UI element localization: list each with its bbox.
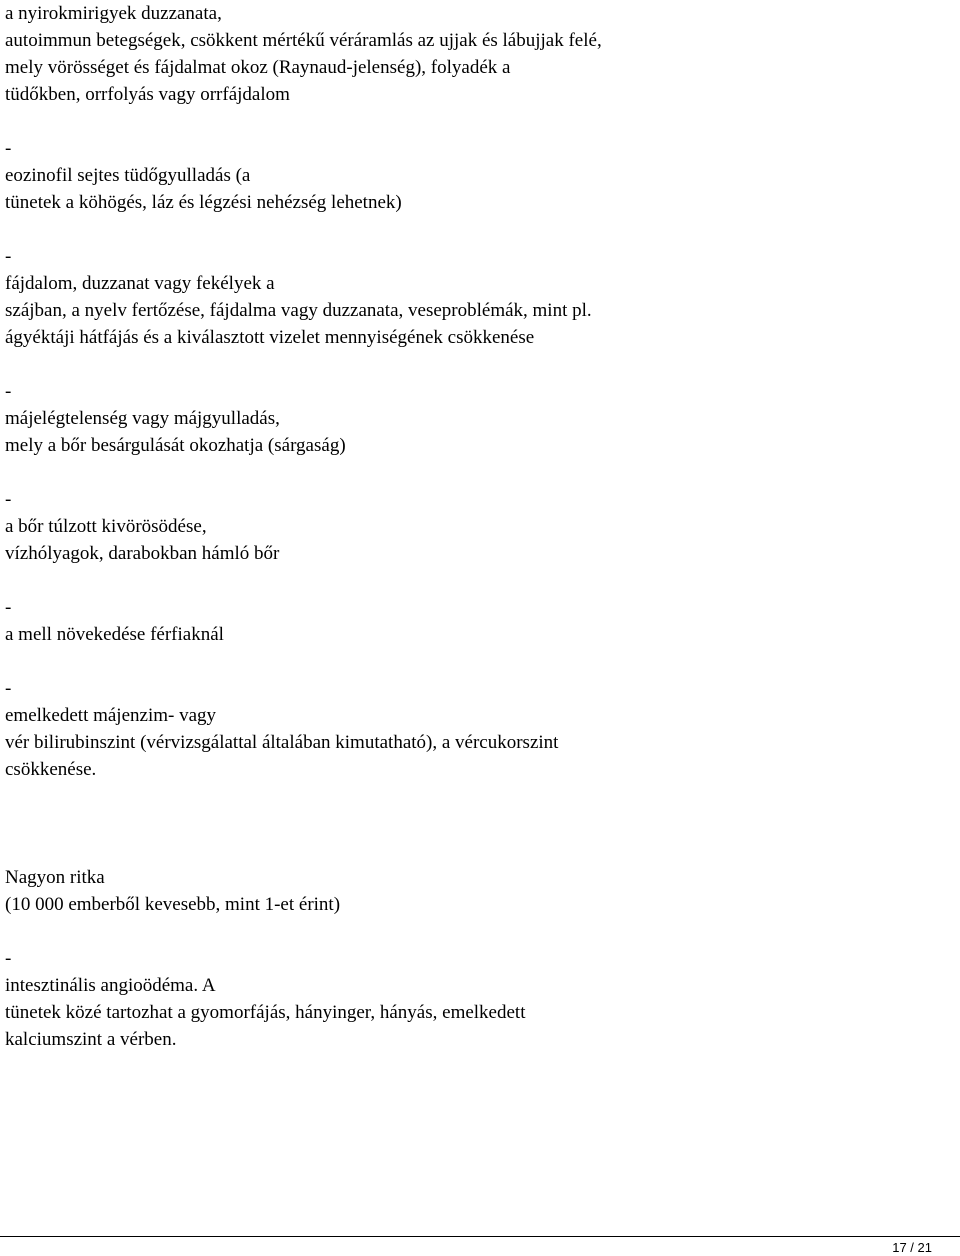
page-number: 17 / 21 [892, 1240, 932, 1255]
text-line: fájdalom, duzzanat vagy fekélyek a [5, 273, 275, 294]
frequency-description: (10 000 emberből kevesebb, mint 1-et érint) [5, 894, 341, 915]
text-line: ágyéktáji hátfájás és a kiválasztott vizelet mennyiségének csökkenése [5, 327, 535, 348]
list-item-liver-enzymes [5, 675, 945, 783]
list-item-skin-reddening [5, 486, 945, 567]
text-line: vér bilirubinszint (vérvizsgálattal általában kimutatható), a vércukorszint [5, 732, 559, 753]
frequency-heading-very-rare [5, 864, 945, 918]
text-line: tünetek a köhögés, láz és légzési nehézség lehetnek) [5, 192, 402, 213]
text-line: csökkenése. [5, 759, 97, 780]
document-body [5, 0, 945, 1053]
text-line: szájban, a nyelv fertőzése, fájdalma vagy duzzanata, veseproblémák, mint pl. [5, 300, 592, 321]
frequency-heading: Nagyon ritka [5, 867, 105, 888]
list-dash-marker: - [5, 678, 12, 699]
text-line: a nyirokmirigyek duzzanata, [5, 3, 222, 24]
text-line: eozinofil sejtes tüdőgyulladás (a [5, 165, 251, 186]
list-item-eosinophil-pneumonia [5, 135, 945, 216]
block-spacer [5, 216, 945, 243]
text-line: kalciumszint a vérben. [5, 1029, 177, 1050]
section-spacer [5, 783, 945, 864]
block-spacer [5, 351, 945, 378]
list-dash-marker: - [5, 138, 12, 159]
block-spacer [5, 108, 945, 135]
block-spacer [5, 648, 945, 675]
list-item-mouth-pain [5, 243, 945, 351]
block-spacer [5, 567, 945, 594]
text-line: autoimmun betegségek, csökkent mértékű véráramlás az ujjak és lábujjak felé, [5, 30, 602, 51]
footer-divider [0, 1236, 960, 1237]
list-item-breast-enlargement [5, 594, 945, 648]
text-line: emelkedett májenzim- vagy [5, 705, 217, 726]
block-spacer [5, 459, 945, 486]
text-line: vízhólyagok, darabokban hámló bőr [5, 543, 280, 564]
text-line: tüdőkben, orrfolyás vagy orrfájdalom [5, 84, 290, 105]
text-line: mely vörösséget és fájdalmat okoz (Raynaud-jelenség), folyadék a [5, 57, 511, 78]
list-item-liver-failure [5, 378, 945, 459]
text-line: májelégtelenség vagy májgyulladás, [5, 408, 280, 429]
list-dash-marker: - [5, 381, 12, 402]
list-dash-marker: - [5, 489, 12, 510]
list-dash-marker: - [5, 246, 12, 267]
text-line: mely a bőr besárgulását okozhatja (sárgaság) [5, 435, 346, 456]
block-spacer [5, 918, 945, 945]
list-dash-marker: - [5, 948, 12, 969]
text-line: a bőr túlzott kivörösödése, [5, 516, 207, 537]
text-line: tünetek közé tartozhat a gyomorfájás, hányinger, hányás, emelkedett [5, 1002, 526, 1023]
text-block-lymph-nodes [5, 0, 945, 108]
list-dash-marker: - [5, 597, 12, 618]
text-line: a mell növekedése férfiaknál [5, 624, 224, 645]
list-item-intestinal-angioedema [5, 945, 945, 1053]
text-line: intesztinális angioödéma. A [5, 975, 216, 996]
